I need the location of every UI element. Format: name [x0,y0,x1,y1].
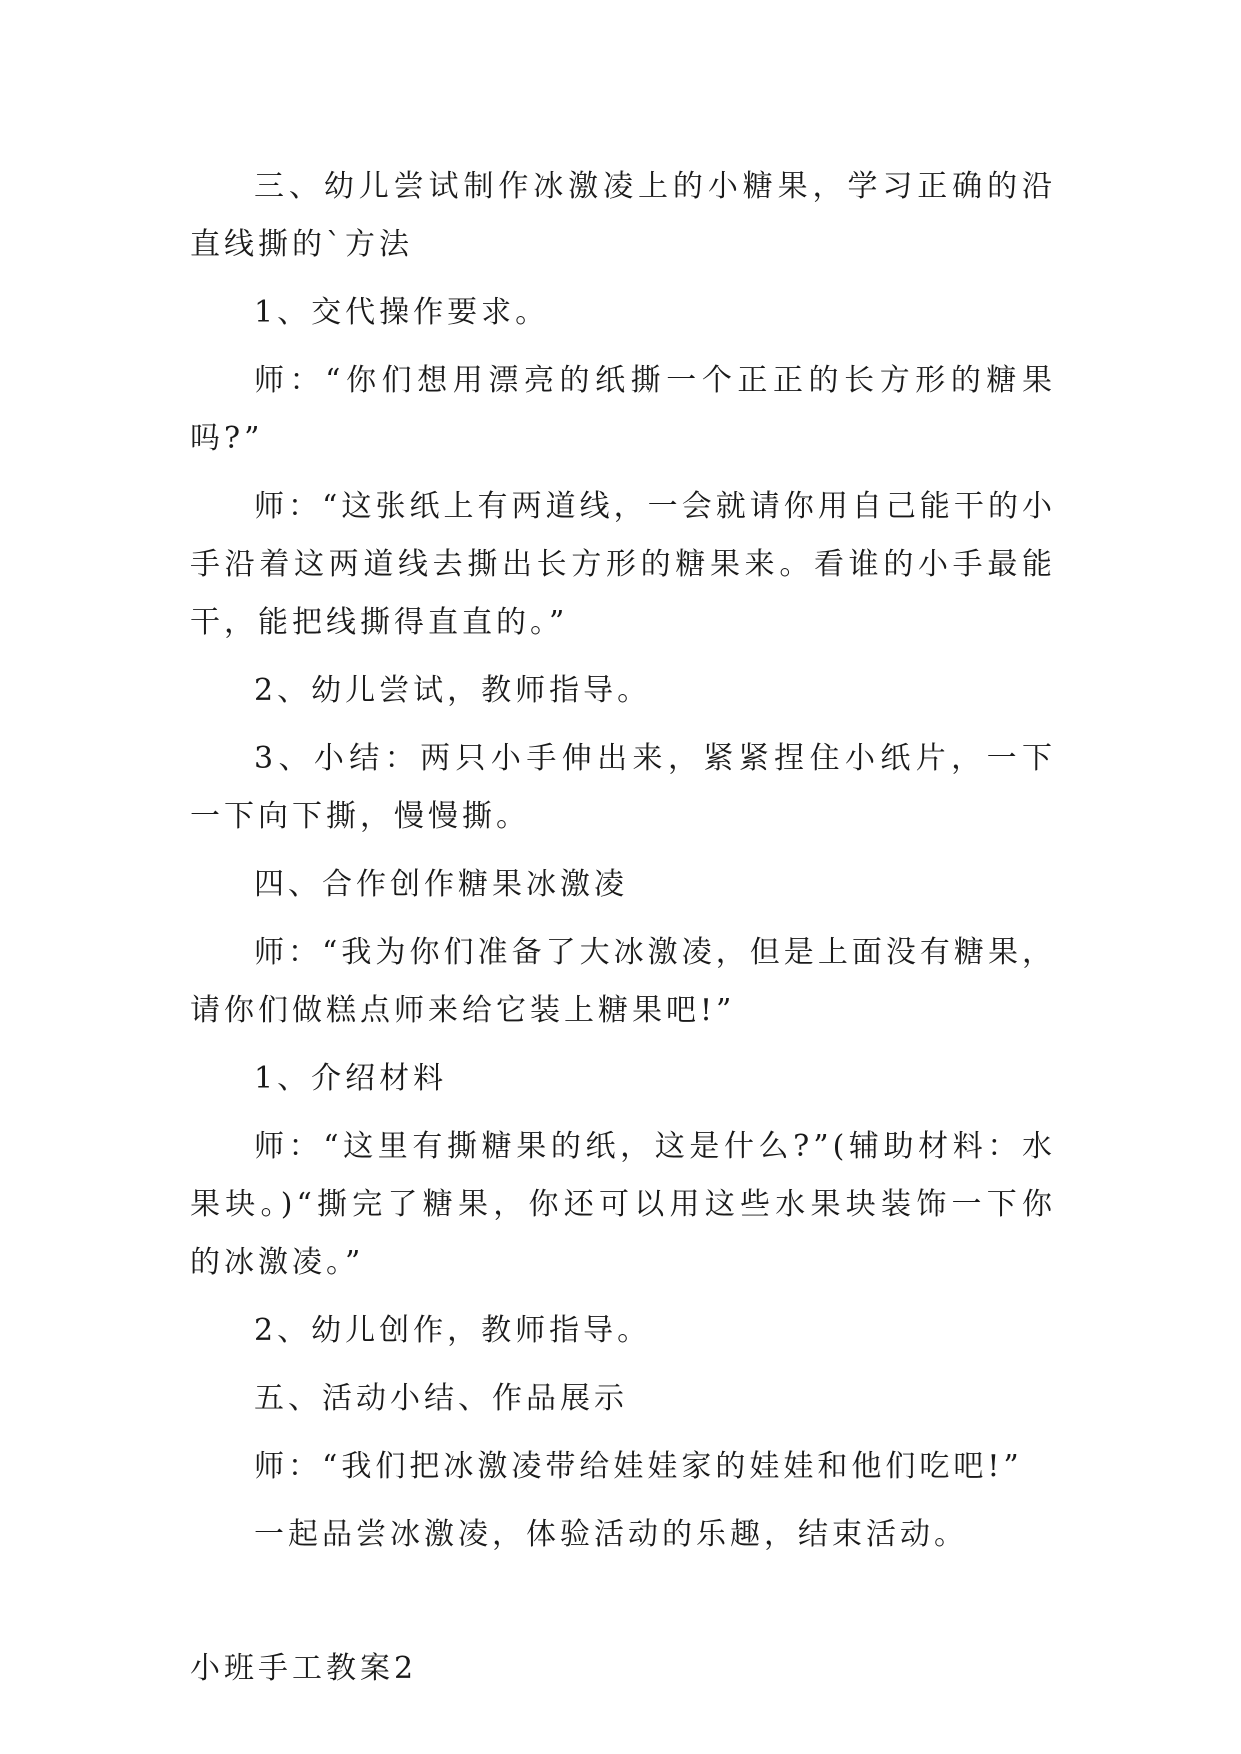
paragraph: 师：“我为你们准备了大冰激凌，但是上面没有糖果，请你们做糕点师来给它装上糖果吧!” [190,935,1056,1028]
paragraph: 师：“这张纸上有两道线，一会就请你用自己能干的小手沿着这两道线去撕出长方形的糖果来。看谁的小手最能干，能把线撕得直直的。” [190,489,1056,640]
paragraph: 师：“我们把冰激凌带给娃娃家的娃娃和他们吃吧!” [254,1449,1023,1484]
paragraph: 一起品尝冰激凌，体验活动的乐趣，结束活动。 [254,1517,968,1552]
paragraph: 1、交代操作要求。 [254,295,550,330]
paragraph: 1、介绍材料 [254,1061,448,1096]
paragraph: 2、幼儿尝试，教师指导。 [254,673,652,708]
paragraph: 五、活动小结、作品展示 [254,1381,628,1416]
section-heading: 小班手工教案2 [190,1651,418,1686]
paragraph: 三、幼儿尝试制作冰激凌上的小糖果，学习正确的沿直线撕的`方法 [190,169,1056,262]
paragraph: 3、小结：两只小手伸出来，紧紧捏住小纸片，一下一下向下撕，慢慢撕。 [190,741,1056,834]
paragraph: 师：“你们想用漂亮的纸撕一个正正的长方形的糖果吗?” [190,363,1056,456]
paragraph: 师：“这里有撕糖果的纸，这是什么?”(辅助材料：水果块。)“撕完了糖果，你还可以用这些水果块装饰一下你的冰激凌。” [190,1129,1056,1280]
paragraph: 四、合作创作糖果冰激凌 [254,867,628,902]
paragraph: 2、幼儿创作，教师指导。 [254,1313,652,1348]
document-page [190,158,1056,1728]
